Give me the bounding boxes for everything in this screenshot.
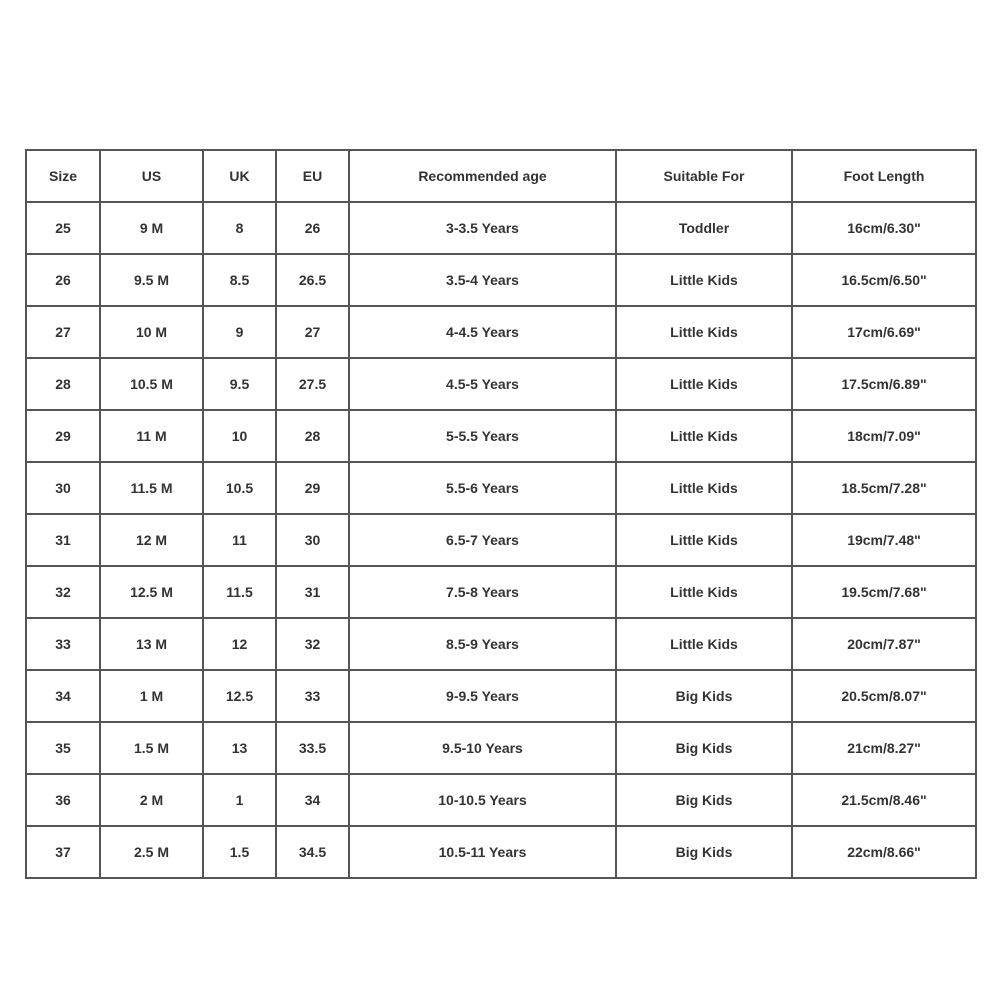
cell-eu: 34.5 xyxy=(276,826,349,878)
cell-foot-length: 21cm/8.27" xyxy=(792,722,976,774)
cell-recommended-age: 3-3.5 Years xyxy=(349,202,616,254)
column-header-us: US xyxy=(100,150,203,202)
table-row xyxy=(26,358,976,410)
cell-suitable-for: Little Kids xyxy=(616,514,792,566)
cell-eu: 27.5 xyxy=(276,358,349,410)
cell-uk: 8 xyxy=(203,202,276,254)
column-header-foot-length: Foot Length xyxy=(792,150,976,202)
cell-foot-length: 22cm/8.66" xyxy=(792,826,976,878)
cell-recommended-age: 8.5-9 Years xyxy=(349,618,616,670)
header-row xyxy=(26,150,976,202)
cell-suitable-for: Little Kids xyxy=(616,566,792,618)
table-row xyxy=(26,618,976,670)
cell-suitable-for: Little Kids xyxy=(616,618,792,670)
cell-us: 2.5 M xyxy=(100,826,203,878)
cell-us: 10 M xyxy=(100,306,203,358)
cell-eu: 30 xyxy=(276,514,349,566)
cell-size: 25 xyxy=(26,202,100,254)
cell-size: 33 xyxy=(26,618,100,670)
cell-foot-length: 20.5cm/8.07" xyxy=(792,670,976,722)
cell-uk: 1.5 xyxy=(203,826,276,878)
cell-size: 36 xyxy=(26,774,100,826)
cell-us: 9 M xyxy=(100,202,203,254)
cell-size: 31 xyxy=(26,514,100,566)
table-row xyxy=(26,774,976,826)
cell-foot-length: 18.5cm/7.28" xyxy=(792,462,976,514)
cell-size: 34 xyxy=(26,670,100,722)
cell-us: 1 M xyxy=(100,670,203,722)
cell-us: 11.5 M xyxy=(100,462,203,514)
cell-size: 26 xyxy=(26,254,100,306)
table-row xyxy=(26,306,976,358)
cell-suitable-for: Little Kids xyxy=(616,306,792,358)
cell-us: 12.5 M xyxy=(100,566,203,618)
cell-suitable-for: Little Kids xyxy=(616,410,792,462)
cell-eu: 34 xyxy=(276,774,349,826)
cell-uk: 12.5 xyxy=(203,670,276,722)
cell-uk: 11.5 xyxy=(203,566,276,618)
cell-eu: 26 xyxy=(276,202,349,254)
cell-size: 29 xyxy=(26,410,100,462)
table-row xyxy=(26,462,976,514)
cell-suitable-for: Little Kids xyxy=(616,254,792,306)
cell-suitable-for: Big Kids xyxy=(616,774,792,826)
cell-recommended-age: 4-4.5 Years xyxy=(349,306,616,358)
cell-eu: 33 xyxy=(276,670,349,722)
cell-recommended-age: 10-10.5 Years xyxy=(349,774,616,826)
cell-uk: 9.5 xyxy=(203,358,276,410)
cell-uk: 8.5 xyxy=(203,254,276,306)
column-header-suitable-for: Suitable For xyxy=(616,150,792,202)
cell-us: 11 M xyxy=(100,410,203,462)
cell-size: 37 xyxy=(26,826,100,878)
table-row xyxy=(26,826,976,878)
cell-suitable-for: Little Kids xyxy=(616,462,792,514)
cell-size: 35 xyxy=(26,722,100,774)
column-header-recommended-age: Recommended age xyxy=(349,150,616,202)
cell-foot-length: 20cm/7.87" xyxy=(792,618,976,670)
cell-foot-length: 21.5cm/8.46" xyxy=(792,774,976,826)
column-header-eu: EU xyxy=(276,150,349,202)
cell-eu: 27 xyxy=(276,306,349,358)
cell-us: 12 M xyxy=(100,514,203,566)
cell-us: 2 M xyxy=(100,774,203,826)
cell-recommended-age: 4.5-5 Years xyxy=(349,358,616,410)
cell-foot-length: 19.5cm/7.68" xyxy=(792,566,976,618)
cell-recommended-age: 9.5-10 Years xyxy=(349,722,616,774)
cell-uk: 10.5 xyxy=(203,462,276,514)
cell-suitable-for: Big Kids xyxy=(616,670,792,722)
cell-eu: 32 xyxy=(276,618,349,670)
cell-us: 1.5 M xyxy=(100,722,203,774)
table-row xyxy=(26,202,976,254)
cell-suitable-for: Toddler xyxy=(616,202,792,254)
cell-uk: 1 xyxy=(203,774,276,826)
cell-foot-length: 16cm/6.30" xyxy=(792,202,976,254)
cell-uk: 13 xyxy=(203,722,276,774)
cell-us: 13 M xyxy=(100,618,203,670)
cell-recommended-age: 10.5-11 Years xyxy=(349,826,616,878)
cell-foot-length: 17.5cm/6.89" xyxy=(792,358,976,410)
cell-size: 27 xyxy=(26,306,100,358)
cell-uk: 9 xyxy=(203,306,276,358)
column-header-uk: UK xyxy=(203,150,276,202)
cell-size: 28 xyxy=(26,358,100,410)
cell-uk: 11 xyxy=(203,514,276,566)
cell-recommended-age: 6.5-7 Years xyxy=(349,514,616,566)
cell-size: 30 xyxy=(26,462,100,514)
table-row xyxy=(26,254,976,306)
cell-foot-length: 19cm/7.48" xyxy=(792,514,976,566)
cell-recommended-age: 9-9.5 Years xyxy=(349,670,616,722)
cell-foot-length: 17cm/6.69" xyxy=(792,306,976,358)
table-body xyxy=(26,202,976,878)
cell-suitable-for: Big Kids xyxy=(616,722,792,774)
cell-us: 9.5 M xyxy=(100,254,203,306)
cell-foot-length: 16.5cm/6.50" xyxy=(792,254,976,306)
cell-recommended-age: 5-5.5 Years xyxy=(349,410,616,462)
cell-us: 10.5 M xyxy=(100,358,203,410)
cell-suitable-for: Big Kids xyxy=(616,826,792,878)
cell-uk: 12 xyxy=(203,618,276,670)
cell-recommended-age: 5.5-6 Years xyxy=(349,462,616,514)
table-header xyxy=(26,150,976,202)
table-row xyxy=(26,722,976,774)
cell-foot-length: 18cm/7.09" xyxy=(792,410,976,462)
cell-eu: 29 xyxy=(276,462,349,514)
cell-recommended-age: 7.5-8 Years xyxy=(349,566,616,618)
cell-recommended-age: 3.5-4 Years xyxy=(349,254,616,306)
cell-eu: 31 xyxy=(276,566,349,618)
table-row xyxy=(26,566,976,618)
size-chart-table xyxy=(25,149,977,879)
column-header-size: Size xyxy=(26,150,100,202)
table-row xyxy=(26,670,976,722)
cell-uk: 10 xyxy=(203,410,276,462)
cell-eu: 33.5 xyxy=(276,722,349,774)
cell-eu: 28 xyxy=(276,410,349,462)
cell-suitable-for: Little Kids xyxy=(616,358,792,410)
table-row xyxy=(26,514,976,566)
cell-eu: 26.5 xyxy=(276,254,349,306)
cell-size: 32 xyxy=(26,566,100,618)
table-row xyxy=(26,410,976,462)
